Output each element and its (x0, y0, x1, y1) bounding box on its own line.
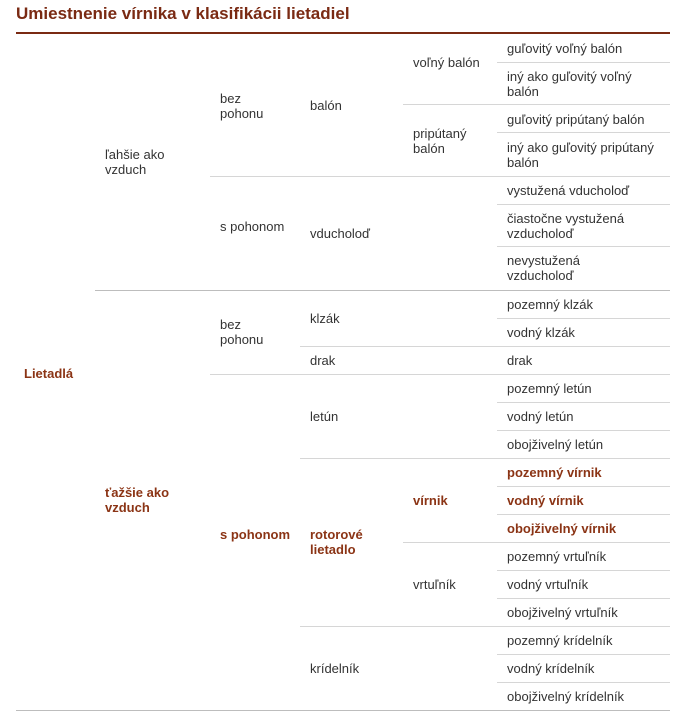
page-title: Umiestnenie vírnika v klasifikácii lietadiel (16, 4, 350, 23)
row-divider (403, 104, 670, 105)
row-divider (300, 458, 670, 459)
lighter-unpowered-label: bez pohonu (220, 91, 264, 121)
row-divider (300, 346, 670, 347)
row-divider (210, 176, 670, 177)
row-divider (210, 374, 670, 375)
leaf-item: iný ako guľovitý pripútaný balón (507, 140, 654, 170)
ornithopter-label: krídelník (310, 661, 360, 676)
row-divider (497, 654, 670, 655)
leaf-item: pozemný vírnik (507, 465, 602, 480)
row-divider (497, 402, 670, 403)
leaf-item: vodný letún (507, 409, 574, 424)
row-divider (497, 62, 670, 63)
glider-label: klzák (310, 311, 340, 326)
rotorcraft-label: rotorové lietadlo (310, 527, 363, 557)
row-divider (403, 542, 670, 543)
leaf-item: obojživelný letún (507, 437, 604, 452)
lighter-than-air-label: ľahšie ako vzduch (105, 147, 165, 177)
autogyro-label: vírnik (413, 493, 448, 508)
balloon-label: balón (310, 98, 342, 113)
airship-label: vducholoď (310, 226, 371, 241)
root-label: Lietadlá (24, 366, 74, 381)
leaf-item: guľovitý pripútaný balón (507, 112, 645, 127)
leaf-item: pozemný vrtuľník (507, 549, 607, 564)
tethered-balloon-label: pripútaný balón (413, 126, 467, 156)
heavier-unpowered-label: bez pohonu (220, 317, 264, 347)
airplane-label: letún (310, 409, 339, 424)
leaf-item: obojživelný vrtuľník (507, 605, 618, 620)
row-divider (497, 682, 670, 683)
leaf-item: guľovitý voľný balón (507, 41, 623, 56)
leaf-item: pozemný klzák (507, 297, 593, 312)
leaf-item: vodný vrtuľník (507, 577, 589, 592)
leaf-item: nevystužená vzducholoď (507, 253, 580, 283)
helicopter-label: vrtuľník (413, 577, 456, 592)
table-bottom-rule (16, 710, 670, 711)
leaf-item: drak (507, 353, 533, 368)
row-divider (497, 246, 670, 247)
row-divider (300, 626, 670, 627)
leaf-item: pozemný krídelník (507, 633, 613, 648)
leaf-item: vodný vírnik (507, 493, 584, 508)
row-divider (497, 132, 670, 133)
row-divider (497, 486, 670, 487)
leaf-item: obojživelný krídelník (507, 689, 625, 704)
free-balloon-label: voľný balón (413, 55, 480, 70)
leaf-item: pozemný letún (507, 381, 592, 396)
heavier-powered-label: s pohonom (220, 527, 291, 542)
leaf-item: vodný krídelník (507, 661, 595, 676)
row-divider (497, 318, 670, 319)
leaf-item: čiastočne vystužená vzducholoď (507, 211, 625, 241)
leaf-item: vodný klzák (507, 325, 575, 340)
heavier-than-air-label: ťažšie ako vzduch (105, 485, 170, 515)
row-divider (497, 514, 670, 515)
row-divider (497, 430, 670, 431)
row-divider (95, 290, 670, 291)
row-divider (497, 570, 670, 571)
lighter-powered-label: s pohonom (220, 219, 285, 234)
leaf-item: iný ako guľovitý voľný balón (507, 69, 632, 99)
leaf-item: obojživelný vírnik (507, 521, 617, 536)
kite-label: drak (310, 353, 336, 368)
row-divider (497, 204, 670, 205)
row-divider (497, 598, 670, 599)
leaf-item: vystužená vducholoď (507, 183, 630, 198)
